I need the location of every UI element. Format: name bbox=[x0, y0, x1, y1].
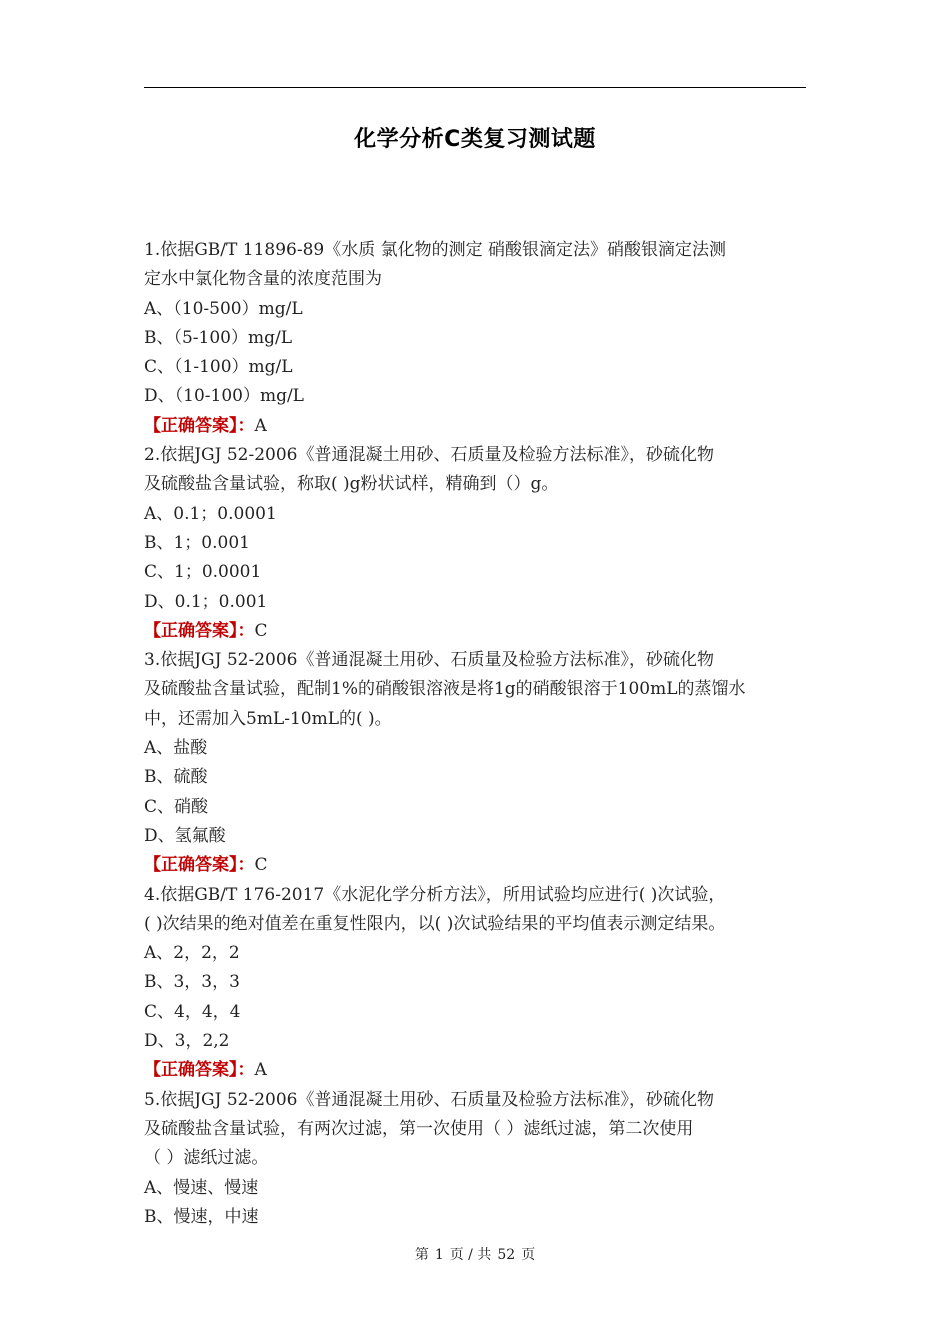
question-stem-line: 2.依据JGJ 52-2006《普通混凝土用砂、石质量及检验方法标准》，砂硫化物 bbox=[144, 445, 714, 466]
question-stem-line: （ ）滤纸过滤。 bbox=[144, 1148, 269, 1169]
page-footer bbox=[0, 1244, 950, 1264]
correct-answer bbox=[144, 412, 816, 441]
question-list bbox=[144, 236, 816, 1232]
option-c: C、4，4，4 bbox=[144, 1001, 241, 1022]
option-b: B、3，3，3 bbox=[144, 972, 240, 993]
option-b: B、（5-100）mg/L bbox=[144, 327, 293, 348]
option-b: B、硫酸 bbox=[144, 767, 208, 788]
question-stem-line: 4.依据GB/T 176-2017《水泥化学分析方法》，所用试验均应进行( )次试验， bbox=[144, 884, 726, 905]
header-rule bbox=[144, 87, 806, 88]
option-c: C、硝酸 bbox=[144, 796, 209, 817]
question-stem-line: ( )次结果的绝对值差在重复性限内，以( )次试验结果的平均值表示测定结果。 bbox=[144, 913, 726, 934]
answer-label: 【正确答案】： bbox=[144, 1060, 255, 1081]
correct-answer bbox=[144, 851, 816, 880]
footer-mid: 页 / 共 bbox=[449, 1247, 492, 1263]
question-4 bbox=[144, 881, 816, 1086]
question-stem-line: 及硫酸盐含量试验，有两次过滤，第一次使用（ ）滤纸过滤，第二次使用 bbox=[144, 1118, 694, 1139]
answer-label: 【正确答案】： bbox=[144, 415, 255, 436]
answer-value: A bbox=[254, 1060, 267, 1081]
option-c: C、（1-100）mg/L bbox=[144, 357, 293, 378]
answer-label: 【正确答案】： bbox=[144, 855, 255, 876]
footer-prefix: 第 bbox=[414, 1247, 429, 1263]
option-d: D、氢氟酸 bbox=[144, 825, 226, 846]
question-stem-line: 5.依据JGJ 52-2006《普通混凝土用砂、石质量及检验方法标准》，砂硫化物 bbox=[144, 1089, 714, 1110]
option-a: A、慢速、慢速 bbox=[144, 1177, 259, 1198]
question-5 bbox=[144, 1086, 816, 1232]
option-a: A、0.1；0.0001 bbox=[144, 503, 277, 524]
option-d: D、3，2,2 bbox=[144, 1031, 230, 1052]
document-title: 化学分析C类复习测试题 bbox=[354, 127, 596, 152]
correct-answer bbox=[144, 617, 816, 646]
option-d: D、（10-100）mg/L bbox=[144, 386, 304, 407]
option-a: A、盐酸 bbox=[144, 738, 208, 759]
question-stem-line: 1.依据GB/T 11896-89《水质 氯化物的测定 硝酸银滴定法》硝酸银滴定法测 bbox=[144, 240, 727, 260]
answer-value: C bbox=[254, 855, 268, 876]
correct-answer bbox=[144, 1056, 816, 1085]
question-stem-line: 中，还需加入5mL-10mL的( )。 bbox=[144, 708, 392, 729]
option-b: B、慢速，中速 bbox=[144, 1206, 259, 1227]
answer-value: A bbox=[254, 415, 267, 436]
total-page-count: 52 bbox=[497, 1247, 516, 1263]
option-a: A、（10-500）mg/L bbox=[144, 298, 303, 319]
question-stem-line: 及硫酸盐含量试验，称取( )g粉状试样，精确到（）g。 bbox=[144, 474, 559, 495]
option-c: C、1；0.0001 bbox=[144, 562, 262, 583]
option-b: B、1；0.001 bbox=[144, 532, 250, 553]
question-stem-line: 定水中氯化物含量的浓度范围为 bbox=[144, 269, 382, 290]
answer-label: 【正确答案】： bbox=[144, 620, 255, 641]
question-stem-line: 3.依据JGJ 52-2006《普通混凝土用砂、石质量及检验方法标准》，砂硫化物 bbox=[144, 650, 714, 671]
option-d: D、0.1；0.001 bbox=[144, 591, 268, 612]
question-2 bbox=[144, 441, 816, 646]
option-a: A、2，2，2 bbox=[144, 943, 240, 964]
question-stem-line: 及硫酸盐含量试验，配制1%的硝酸银溶液是将1g的硝酸银溶于100mL的蒸馏水 bbox=[144, 679, 746, 700]
current-page-number: 1 bbox=[434, 1247, 444, 1263]
answer-value: C bbox=[254, 620, 268, 641]
question-3 bbox=[144, 646, 816, 880]
question-1 bbox=[144, 236, 816, 441]
footer-suffix: 页 bbox=[521, 1247, 536, 1263]
